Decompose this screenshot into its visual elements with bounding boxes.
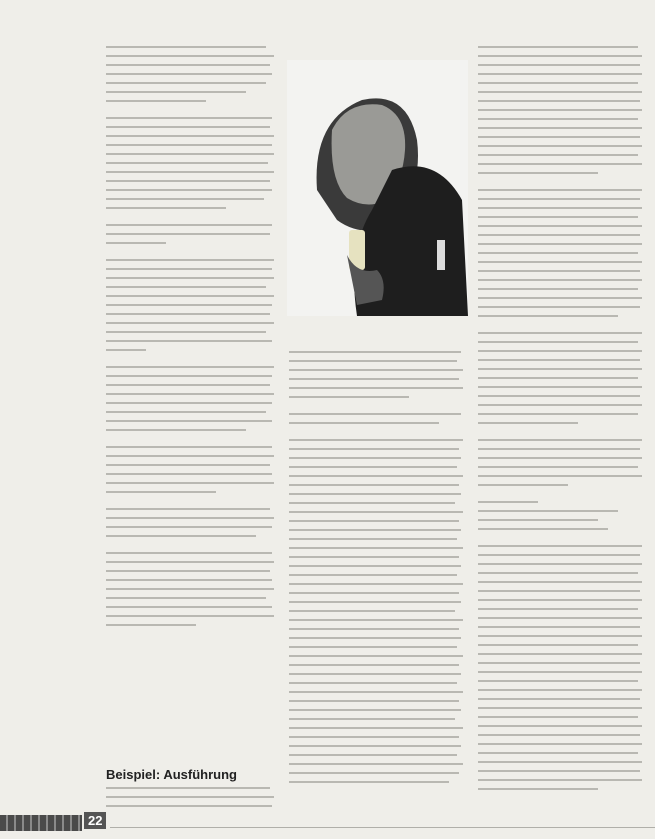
footer-rule xyxy=(110,827,655,828)
footer-decoration xyxy=(0,815,82,831)
section-heading: Beispiel: Ausführung xyxy=(106,767,237,782)
column-left xyxy=(106,46,276,633)
column-right xyxy=(478,46,644,797)
column-middle xyxy=(289,351,465,790)
portrait-image xyxy=(287,60,468,316)
portrait-photo xyxy=(287,60,468,316)
column-left-bottom xyxy=(106,787,276,814)
page-number: 22 xyxy=(84,812,106,829)
